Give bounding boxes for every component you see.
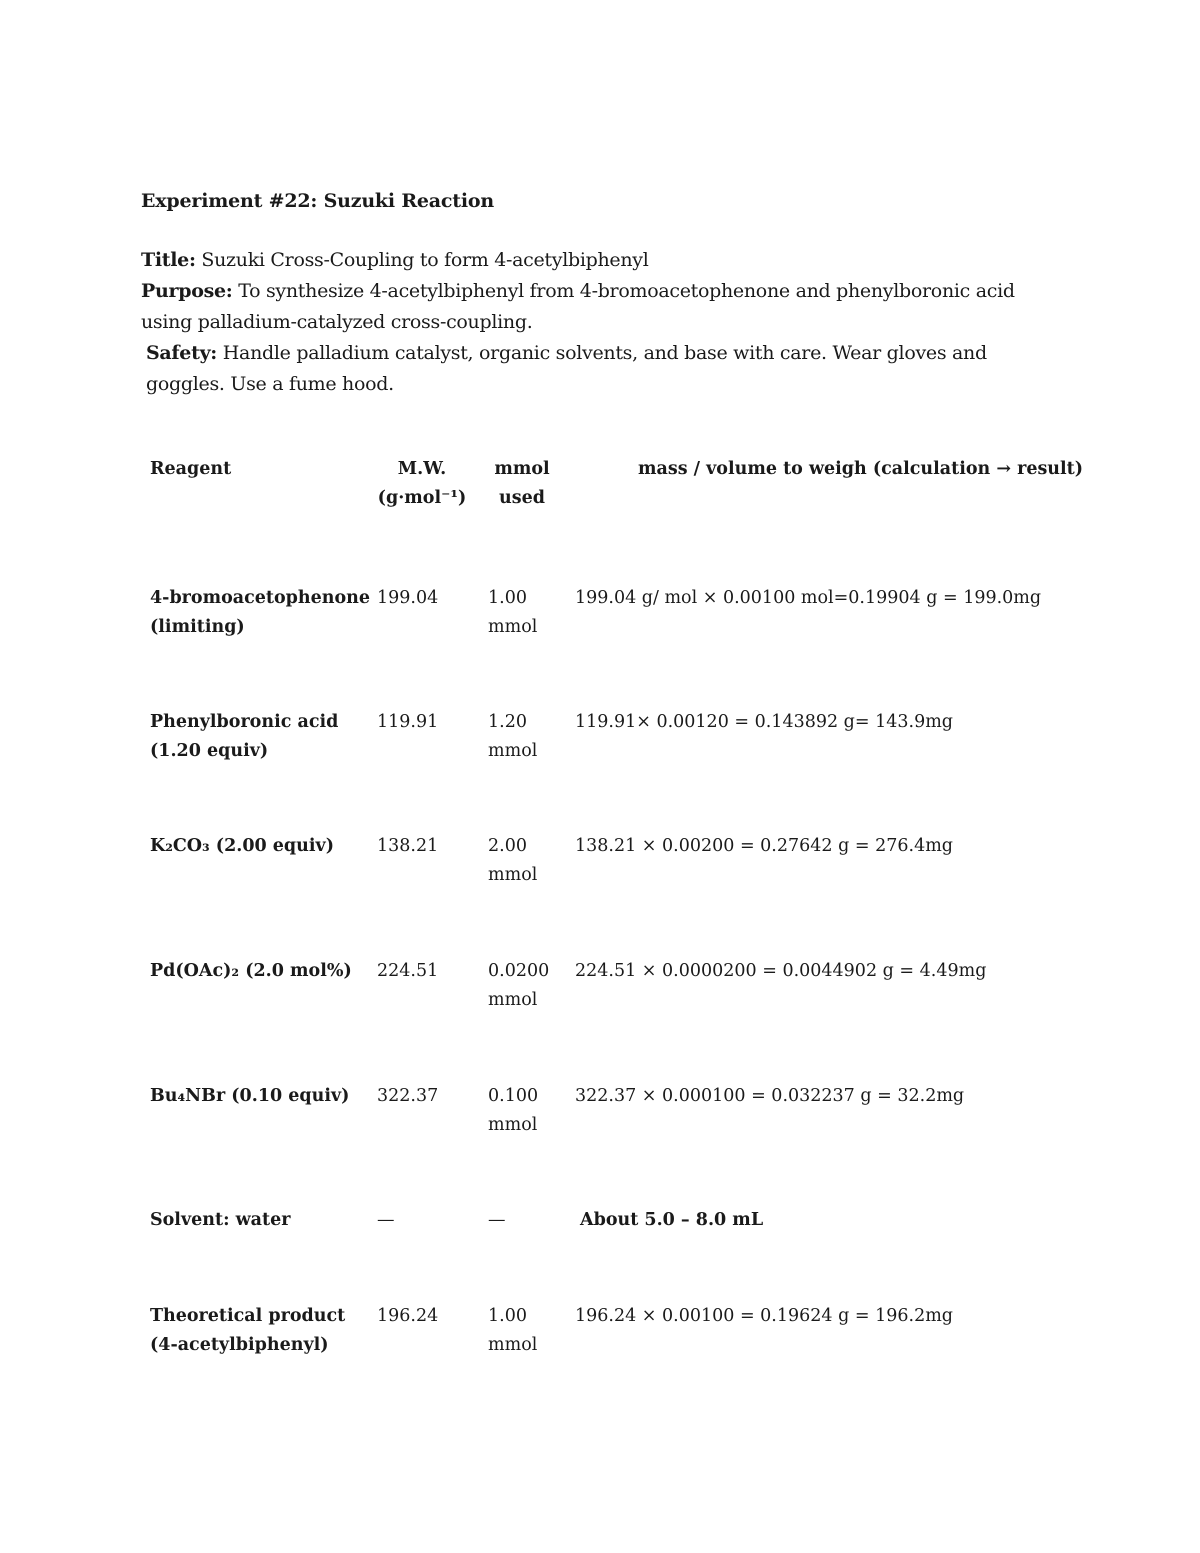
row-6-mw: —: [377, 1210, 395, 1230]
row-1-mw: 199.04: [377, 588, 439, 608]
header-mw-line1: M.W.: [397, 459, 447, 479]
row-4-mmol-unit: mmol: [488, 990, 538, 1010]
header-mw-line2: (g·mol⁻¹): [377, 488, 467, 508]
row-3-mmol-value: 2.00: [488, 836, 527, 856]
purpose-label: Purpose:: [141, 280, 233, 302]
row-5-mmol: [488, 1082, 568, 1140]
safety-text: Handle palladium catalyst, organic solvents, and base with care. Wear gloves and goggles. Use a fume hood.: [146, 342, 987, 395]
row-5-reagent: [150, 1082, 370, 1111]
row-7-mmol-value: 1.00: [488, 1306, 527, 1326]
row-2-mw: 119.91: [377, 712, 439, 732]
row-6-calc: About 5.0 – 8.0 mL: [580, 1210, 764, 1230]
row-6-reagent-line1: Solvent: water: [150, 1210, 291, 1230]
page-title: Experiment #22: Suzuki Reaction: [141, 190, 494, 212]
row-7-calc: 196.24 × 0.00100 = 0.19624 g = 196.2mg: [575, 1306, 953, 1326]
row-6-mmol: [488, 1206, 568, 1235]
row-3-reagent: [150, 832, 370, 861]
header-calc: [638, 455, 1198, 484]
safety-label: Safety:: [146, 342, 218, 364]
row-4-reagent: [150, 957, 370, 986]
row-2-reagent: [150, 708, 370, 766]
row-4-mmol: [488, 957, 568, 1015]
title-line: [141, 245, 1041, 276]
header-mmol-line1: mmol: [494, 459, 550, 479]
row-1-calc: 199.04 g/ mol × 0.00100 mol=0.19904 g = 199.0mg: [575, 588, 1042, 608]
row-6-mmol-value: —: [488, 1210, 506, 1230]
row-7-reagent-line1: Theoretical product: [150, 1306, 346, 1326]
row-2-mmol: [488, 708, 568, 766]
row-1-reagent: [150, 584, 370, 642]
row-4-mw: 224.51: [377, 961, 439, 981]
row-3-mmol: [488, 832, 568, 890]
header-reagent-text: Reagent: [150, 459, 232, 479]
row-2-mmol-unit: mmol: [488, 741, 538, 761]
row-5-calc: 322.37 × 0.000100 = 0.032237 g = 32.2mg: [575, 1086, 965, 1106]
row-7-mmol: [488, 1302, 568, 1360]
row-5-mmol-unit: mmol: [488, 1115, 538, 1135]
purpose-line: [141, 276, 1041, 338]
row-4-reagent-line1: Pd(OAc)₂ (2.0 mol%): [150, 961, 352, 981]
row-2-reagent-line1: Phenylboronic acid: [150, 712, 339, 732]
row-3-mmol-unit: mmol: [488, 865, 538, 885]
safety-line: [141, 338, 1041, 400]
row-1-reagent-line1: 4-bromoacetophenone: [150, 588, 370, 608]
row-3-calc: 138.21 × 0.00200 = 0.27642 g = 276.4mg: [575, 836, 953, 856]
row-1-reagent-line2: (limiting): [150, 617, 245, 637]
purpose-text: To synthesize 4-acetylbiphenyl from 4-bromoacetophenone and phenylboronic acid using palladium-catalyzed cross-coupling.: [141, 280, 1015, 333]
header-calc-text: mass / volume to weigh (calculation → result): [638, 459, 1084, 479]
header-mmol-line2: used: [499, 488, 545, 508]
row-1-mmol-value: 1.00: [488, 588, 527, 608]
header-mmol: [482, 455, 562, 513]
experiment-info: [141, 245, 1041, 400]
row-2-reagent-line2: (1.20 equiv): [150, 741, 269, 761]
row-5-mmol-value: 0.100: [488, 1086, 539, 1106]
row-7-reagent-line2: (4-acetylbiphenyl): [150, 1335, 329, 1355]
row-2-mmol-value: 1.20: [488, 712, 527, 732]
row-6-reagent: [150, 1206, 370, 1235]
row-4-mmol-value: 0.0200: [488, 961, 550, 981]
row-7-mmol-unit: mmol: [488, 1335, 538, 1355]
row-7-mw: 196.24: [377, 1306, 439, 1326]
header-mw: [372, 455, 472, 513]
row-5-mw: 322.37: [377, 1086, 439, 1106]
row-7-reagent: [150, 1302, 370, 1360]
row-2-calc: 119.91× 0.00120 = 0.143892 g= 143.9mg: [575, 712, 954, 732]
row-3-reagent-line1: K₂CO₃ (2.00 equiv): [150, 836, 334, 856]
header-reagent: [150, 455, 370, 484]
row-1-mmol: [488, 584, 568, 642]
row-5-reagent-line1: Bu₄NBr (0.10 equiv): [150, 1086, 350, 1106]
title-label: Title:: [141, 249, 196, 271]
row-4-calc: 224.51 × 0.0000200 = 0.0044902 g = 4.49mg: [575, 961, 987, 981]
row-1-mmol-unit: mmol: [488, 617, 538, 637]
row-3-mw: 138.21: [377, 836, 439, 856]
title-text: Suzuki Cross-Coupling to form 4-acetylbiphenyl: [195, 249, 649, 271]
